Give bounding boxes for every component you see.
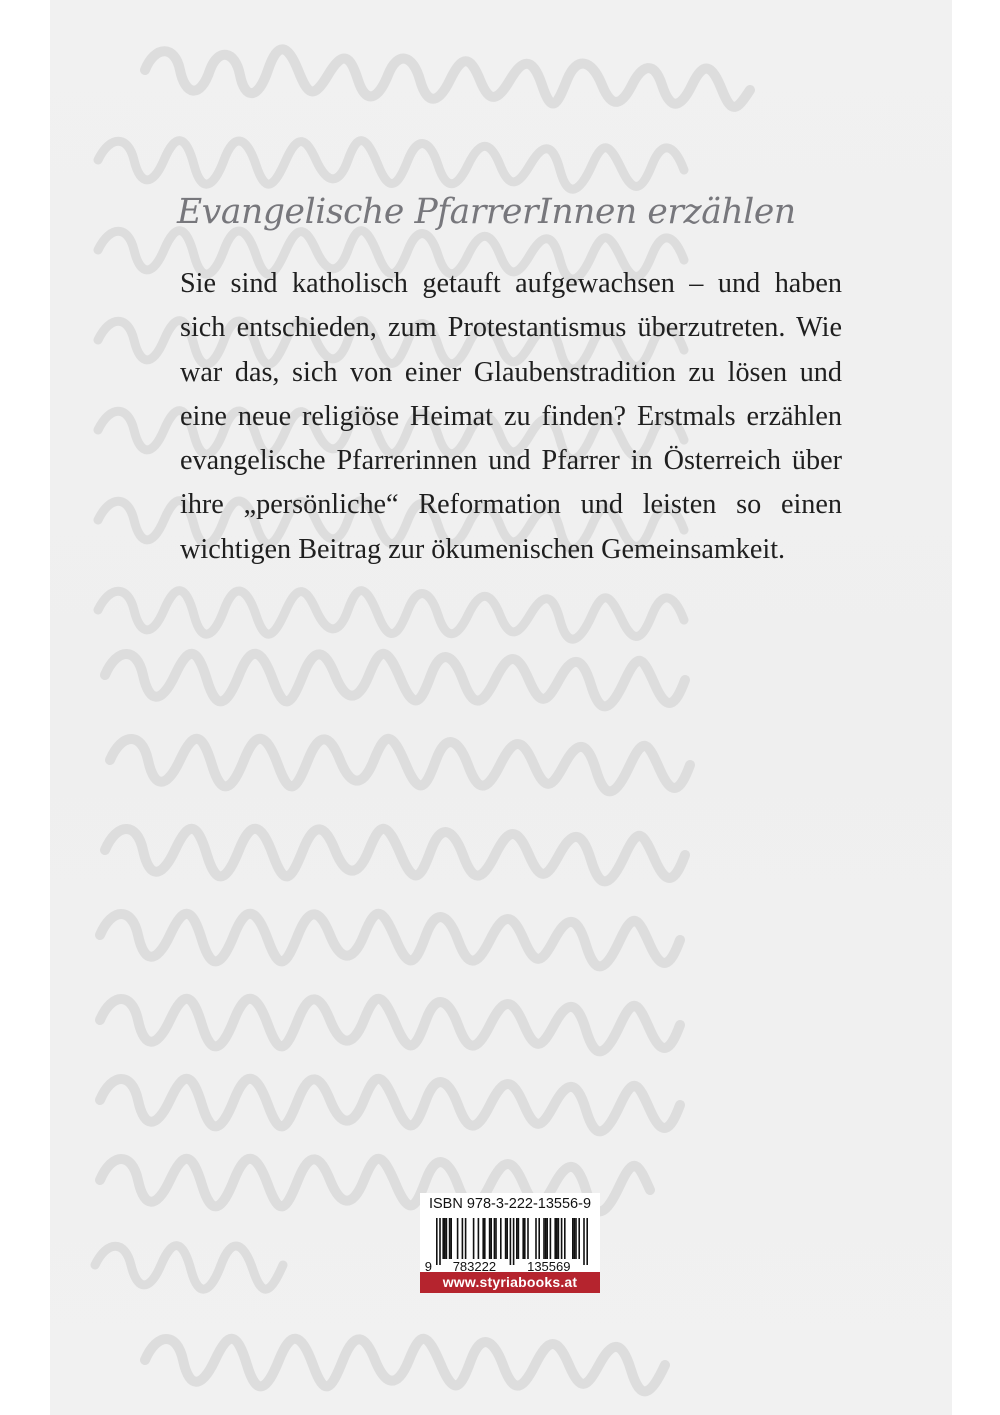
barcode-bar <box>546 1218 548 1259</box>
barcode-bar <box>439 1218 441 1265</box>
barcode-bar <box>446 1218 448 1259</box>
barcode-bar <box>586 1218 588 1265</box>
barcode-bar <box>578 1218 580 1259</box>
barcode-bar <box>527 1218 529 1259</box>
barcode-bar <box>538 1218 540 1259</box>
back-cover-blurb: Sie sind katholisch getauft aufgewachsen – und haben sich entschieden, zum Protestantismus überzutreten. Wie war das, sich von einer Glaubenstradition zu lösen und eine neue religiöse Heimat zu finden? Erstmals erzählen evangelische Pfarrerinnen und Pfarrer in Österreich über ihre „persönliche“ Reformation und leisten so einen wichtigen Beitrag zur ökumenischen Gemeinsamkeit. <box>180 268 842 565</box>
barcode-bar <box>556 1218 558 1259</box>
barcode-bar <box>545 1218 547 1259</box>
barcode-bar <box>450 1218 452 1259</box>
barcode-bar <box>444 1218 446 1259</box>
barcode-bar <box>462 1218 464 1259</box>
barcode-bar <box>522 1218 524 1259</box>
barcode-bar <box>513 1218 515 1265</box>
barcode-bar <box>473 1218 475 1259</box>
barcode-bar <box>561 1218 563 1259</box>
barcode-bar <box>442 1218 444 1259</box>
barcode-bar <box>505 1218 507 1259</box>
barcode-bar <box>449 1218 451 1259</box>
barcode-bar <box>500 1218 502 1259</box>
barcode-bar <box>490 1218 492 1259</box>
barcode-bar <box>535 1218 537 1259</box>
barcode-bar <box>482 1218 484 1259</box>
barcode-bar <box>575 1218 577 1259</box>
barcode-bar <box>564 1218 566 1259</box>
book-back-cover <box>50 0 952 1415</box>
barcode-bar <box>457 1218 459 1259</box>
publisher-url[interactable]: www.styriabooks.at <box>420 1272 600 1293</box>
barcode-bar <box>574 1218 576 1259</box>
barcode-digits: 135569 <box>527 1259 571 1272</box>
barcode-bar <box>554 1218 556 1259</box>
barcode-bar <box>494 1218 496 1259</box>
barcode-bar <box>484 1218 486 1259</box>
ean13-barcode <box>420 1215 600 1272</box>
barcode-digits: 9 <box>424 1259 432 1272</box>
barcode-bar <box>506 1218 508 1259</box>
barcode-bar <box>550 1218 552 1259</box>
barcode-bar <box>572 1218 574 1259</box>
barcode-bar <box>543 1218 545 1259</box>
barcode-bar <box>489 1218 491 1259</box>
barcode-bar <box>583 1218 585 1265</box>
barcode-bar <box>436 1218 438 1265</box>
book-subtitle: Evangelische PfarrerInnen erzählen <box>177 192 796 232</box>
barcode-bar <box>465 1218 467 1259</box>
barcode-bar <box>524 1218 526 1259</box>
isbn-label: ISBN 978-3-222-13556-9 <box>420 1193 600 1215</box>
barcode-bar <box>478 1218 480 1259</box>
barcode-bar <box>518 1218 520 1259</box>
barcode-digits: 783222 <box>452 1259 497 1272</box>
barcode-bar <box>558 1218 560 1259</box>
barcode-block <box>420 1193 600 1293</box>
barcode-bar <box>516 1218 518 1259</box>
barcode-bar <box>510 1218 512 1265</box>
barcode-bar <box>495 1218 497 1259</box>
